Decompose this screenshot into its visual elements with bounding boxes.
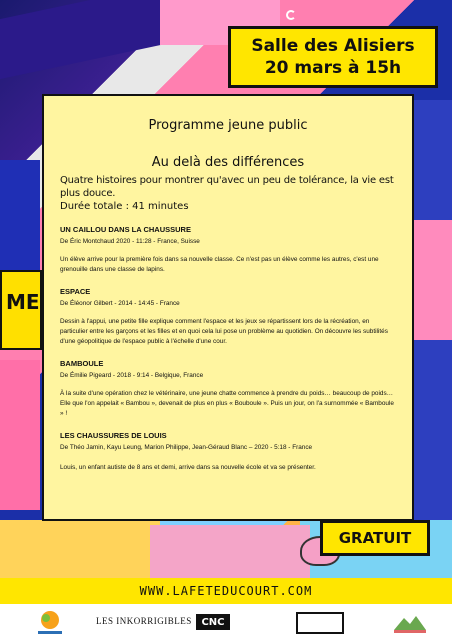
- partner-logos: [0, 604, 452, 639]
- film-title: LES CHAUSSURES DE LOUIS: [60, 431, 167, 440]
- website-link[interactable]: WWW.LAFETEDUCOURT.COM: [139, 584, 313, 598]
- film-description: Un élève arrive pour la première fois dans sa nouvelle classe. Ce n'est pas un élève comme les autres, c'est une grenouille dans une classe de lapins.: [60, 256, 379, 273]
- bg-shape: [0, 160, 40, 280]
- partner-logo-frame-icon: [296, 612, 344, 634]
- bg-shape: [410, 220, 452, 340]
- film-item: [60, 431, 396, 473]
- moon-icon: [286, 10, 296, 20]
- film-item: [60, 287, 396, 347]
- venue-box: [228, 26, 438, 88]
- program-title: Au delà des différences: [151, 155, 305, 170]
- bg-shape: [0, 0, 180, 79]
- film-credit: De Théo Jamin, Kayu Leung, Marion Philippe, Jean-Géraud Blanc – 2020 - 5:18 - France: [60, 444, 313, 451]
- partner-logo-landscape-icon: [392, 608, 428, 636]
- free-label: GRATUIT: [338, 529, 412, 547]
- film-description: À la suite d'une opération chez le vétérinaire, une jeune chatte commence à prendre du poids… beaucoup de poids… Elle que l'on appelait « Bambou », devenait de plus en plus « Bouboule ». Puis un jour, on l'a surnommée « Bamboule » !: [60, 390, 394, 417]
- film-title: UN CAILLOU DANS LA CHAUSSURE: [60, 225, 191, 234]
- program-panel: [42, 94, 414, 521]
- side-poster-art: [0, 270, 42, 350]
- film-description: Louis, un enfant autiste de 8 ans et demi, arrive dans sa nouvelle école et va se présenter.: [60, 464, 316, 471]
- bg-shape: [150, 525, 310, 584]
- program-heading: Programme jeune public: [148, 118, 308, 133]
- venue-name: Salle des Alisiers: [251, 36, 415, 56]
- partner-logo-icon: [32, 608, 68, 636]
- film-description: Dessin à l'appui, une petite fille explique comment l'espace et les jeux se répartissent lors de la récréation, en particulier entre les garçons et les filles et en quoi cela lui pose un problème au quotidien. On découvre les subtilités d'une géopolitique de l'espace public à l'échelle d'une cour.: [60, 318, 388, 345]
- venue-datetime: 20 mars à 15h: [264, 58, 402, 78]
- film-credit: De Émilie Pigeard - 2018 - 9:14 - Belgique, France: [60, 372, 204, 379]
- program-duration: Durée totale : 41 minutes: [60, 201, 189, 212]
- bg-shape: [0, 520, 160, 584]
- film-item: [60, 225, 396, 275]
- film-title: ESPACE: [60, 287, 91, 296]
- side-art-text: ME: [6, 290, 40, 314]
- partner-logo-inkorrigibles: LES INKORRIGIBLES: [96, 616, 192, 626]
- film-credit: De Éric Montchaud 2020 - 11:28 - France, Suisse: [60, 238, 200, 245]
- free-badge: [320, 520, 430, 556]
- film-item: [60, 359, 396, 419]
- film-credit: De Éléonor Gilbert - 2014 - 14:45 - France: [60, 300, 180, 307]
- film-title: BAMBOULE: [60, 359, 104, 368]
- partner-logo-cnc: CNC: [196, 614, 230, 630]
- website-band: [0, 578, 452, 604]
- program-intro: Quatre histoires pour montrer qu'avec un peu de tolérance, la vie est plus douce.: [60, 175, 394, 199]
- bg-shape: [0, 360, 40, 510]
